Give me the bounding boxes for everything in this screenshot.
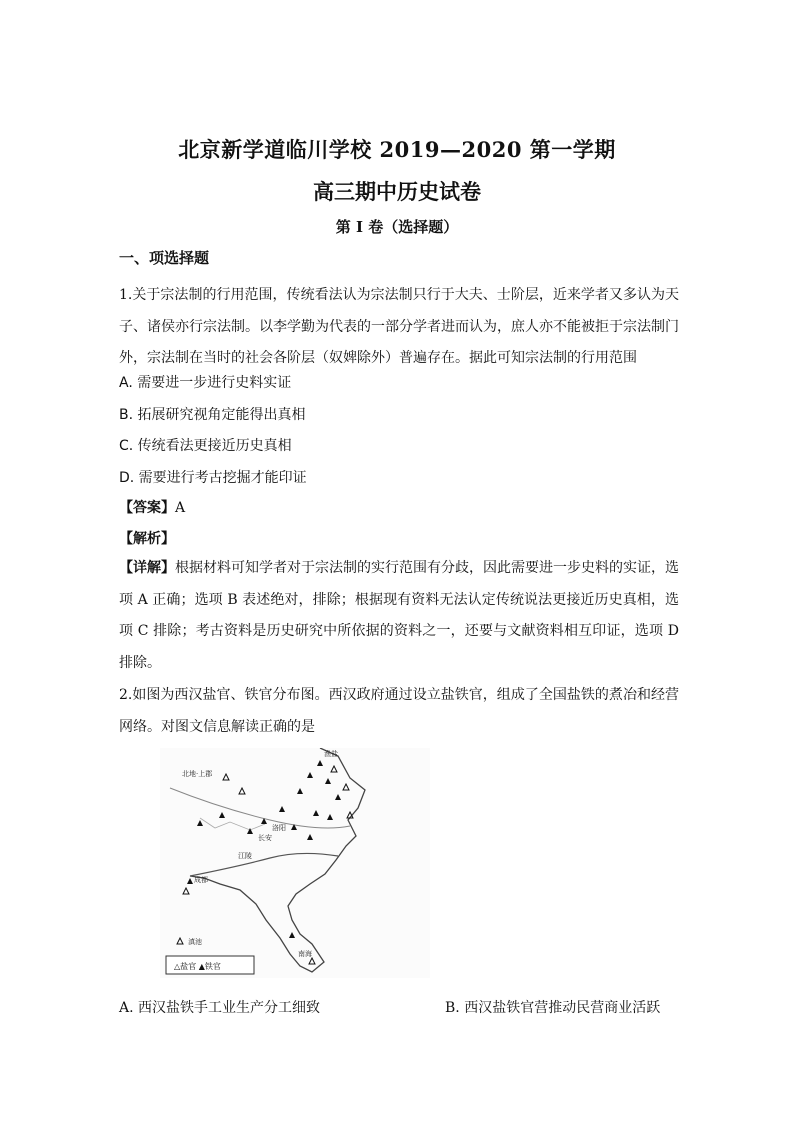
detail-tag: 【详解】 bbox=[119, 560, 175, 576]
exam-title: 高三期中历史试卷 bbox=[313, 179, 481, 204]
school-title: 北京新学道临川学校 2019—2020 第一学期 bbox=[178, 137, 616, 162]
question-2-option-b: B. 西汉盐铁官营推动民营商业活跃 bbox=[445, 1000, 661, 1016]
map-label-capital: 长安 bbox=[258, 834, 272, 842]
question-2-stem: 2.如图为西汉盐官、铁官分布图。西汉政府通过设立盐铁官，组成了全国盐铁的煮冶和经营网络。对图文信息解读正确的是 bbox=[119, 687, 679, 735]
question-1-stem bbox=[119, 249, 679, 375]
question-1-text: 1.关于宗法制的行用范围，传统看法认为宗法制只行于大夫、士阶层，近来学者又多认为天子、诸侯亦行宗法制。以李学勤为代表的一部分学者进而认为，庶人亦不能被拒于宗法制门外，宗法制在当时的社会各阶层（奴婢除外）普遍存在。据此可知宗法制的行用范围 bbox=[119, 287, 679, 366]
question-2-option-a: A. 西汉盐铁手工业生产分工细致 bbox=[119, 1000, 321, 1016]
detail-text: 根据材料可知学者对于宗法制的实行范围有分歧，因此需要进一步史料的实证，选项 A 正确；选项 B 表述绝对，排除；根据现有资料无法认定传统说法更接近历史真相，选项 C 排除；考古资料是历史研究中所依据的资料之一，还要与文献资料相互印证，选项 D 排除。 bbox=[119, 560, 679, 671]
map-label-dianchi: 滇池 bbox=[188, 938, 202, 946]
map-label-chengdu: 成都 bbox=[194, 876, 208, 884]
map-label-nanhai: 南海 bbox=[298, 950, 312, 958]
map-label-jiangling: 江陵 bbox=[238, 852, 252, 860]
salt-iron-office-map bbox=[160, 748, 430, 978]
analysis-tag: 【解析】 bbox=[119, 531, 175, 547]
answer-line bbox=[119, 497, 185, 517]
map-label-north: 渔盐 bbox=[324, 750, 338, 758]
detail-paragraph bbox=[119, 553, 679, 679]
section-heading: 一、项选择题 bbox=[119, 249, 210, 267]
map-label-northwest: 北地·上郡 bbox=[182, 770, 213, 778]
question-1-option-a: A. 需要进一步进行史料实证 bbox=[119, 375, 292, 391]
question-1-option-c: C. 传统看法更接近历史真相 bbox=[119, 438, 292, 454]
answer-value: A bbox=[175, 500, 186, 516]
analysis-line bbox=[119, 528, 175, 548]
map-legend: △盐官 ▲铁官 bbox=[174, 962, 221, 971]
volume-title: 第 I 卷（选择题） bbox=[335, 218, 459, 236]
answer-tag: 【答案】 bbox=[119, 500, 175, 516]
question-1-option-d: D. 需要进行考古挖掘才能印证 bbox=[119, 470, 307, 486]
map-label-luoyang: 洛阳 bbox=[272, 824, 286, 832]
question-1-option-b: B. 拓展研究视角定能得出真相 bbox=[119, 407, 306, 423]
